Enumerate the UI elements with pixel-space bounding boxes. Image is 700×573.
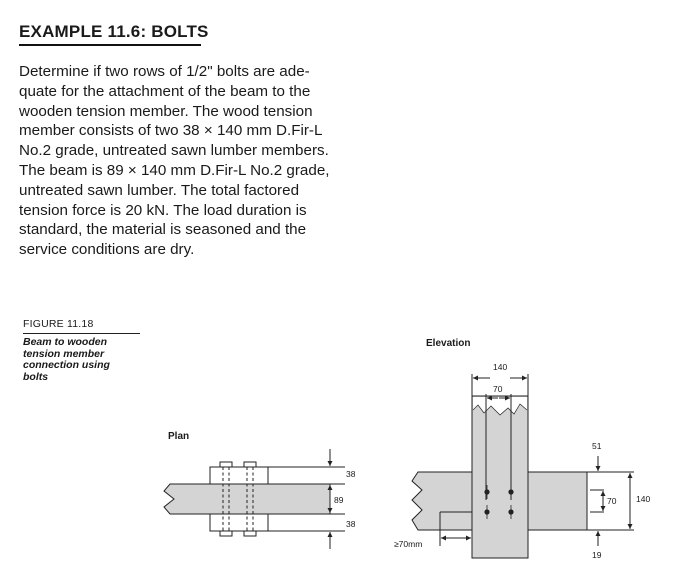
figure-label: FIGURE 11.18: [23, 318, 94, 330]
plan-dim-bottom: 38: [346, 519, 356, 529]
problem-line: standard, the material is seasoned and the: [19, 221, 307, 239]
caption-line: tension member: [23, 347, 105, 360]
problem-line: Determine if two rows of 1/2" bolts are ade-: [19, 63, 310, 80]
elevation-tension-member: [472, 396, 528, 558]
example-title: EXAMPLE 11.6: BOLTS: [19, 22, 209, 41]
problem-line: No.2 grade, untreated sawn lumber members.: [19, 142, 329, 160]
plan-title: Plan: [168, 431, 190, 442]
problem-line: service conditions are dry.: [19, 241, 195, 259]
elevation-view: [394, 338, 650, 560]
plan-view: [164, 431, 356, 549]
problem-line: wooden tension member. The wood tension: [19, 102, 313, 120]
elevation-title: Elevation: [426, 338, 471, 349]
problem-line: The beam is 89 × 140 mm D.Fir-L No.2 grade,: [19, 161, 330, 179]
caption-line: bolts: [23, 370, 49, 383]
elevation-dim-top-edge: 51: [592, 441, 602, 451]
caption-line: Beam to wooden: [23, 336, 108, 348]
plan-member-bottom: [210, 514, 268, 531]
plan-beam: [164, 484, 330, 514]
elevation-dim-end-distance: ≥70mm: [394, 539, 423, 549]
elevation-dim-depth: 140: [636, 494, 651, 504]
problem-line: quate for the attachment of the beam to the: [19, 82, 311, 100]
problem-line: member consists of two 38 × 140 mm D.Fir-L: [19, 122, 323, 140]
elevation-dim-row-spacing: 70: [607, 496, 617, 506]
problem-line: untreated sawn lumber. The total factored: [19, 181, 300, 199]
elevation-dim-width: 140: [493, 362, 508, 372]
caption-line: connection using: [23, 359, 110, 371]
plan-member-top: [210, 467, 268, 484]
elevation-dim-bottom-edge: 19: [592, 550, 602, 560]
problem-line: tension force is 20 kN. The load duration is: [19, 201, 307, 219]
plan-dim-mid: 89: [334, 495, 344, 505]
plan-dim-top: 38: [346, 469, 356, 479]
elevation-dim-bolt-spacing: 70: [493, 384, 503, 394]
